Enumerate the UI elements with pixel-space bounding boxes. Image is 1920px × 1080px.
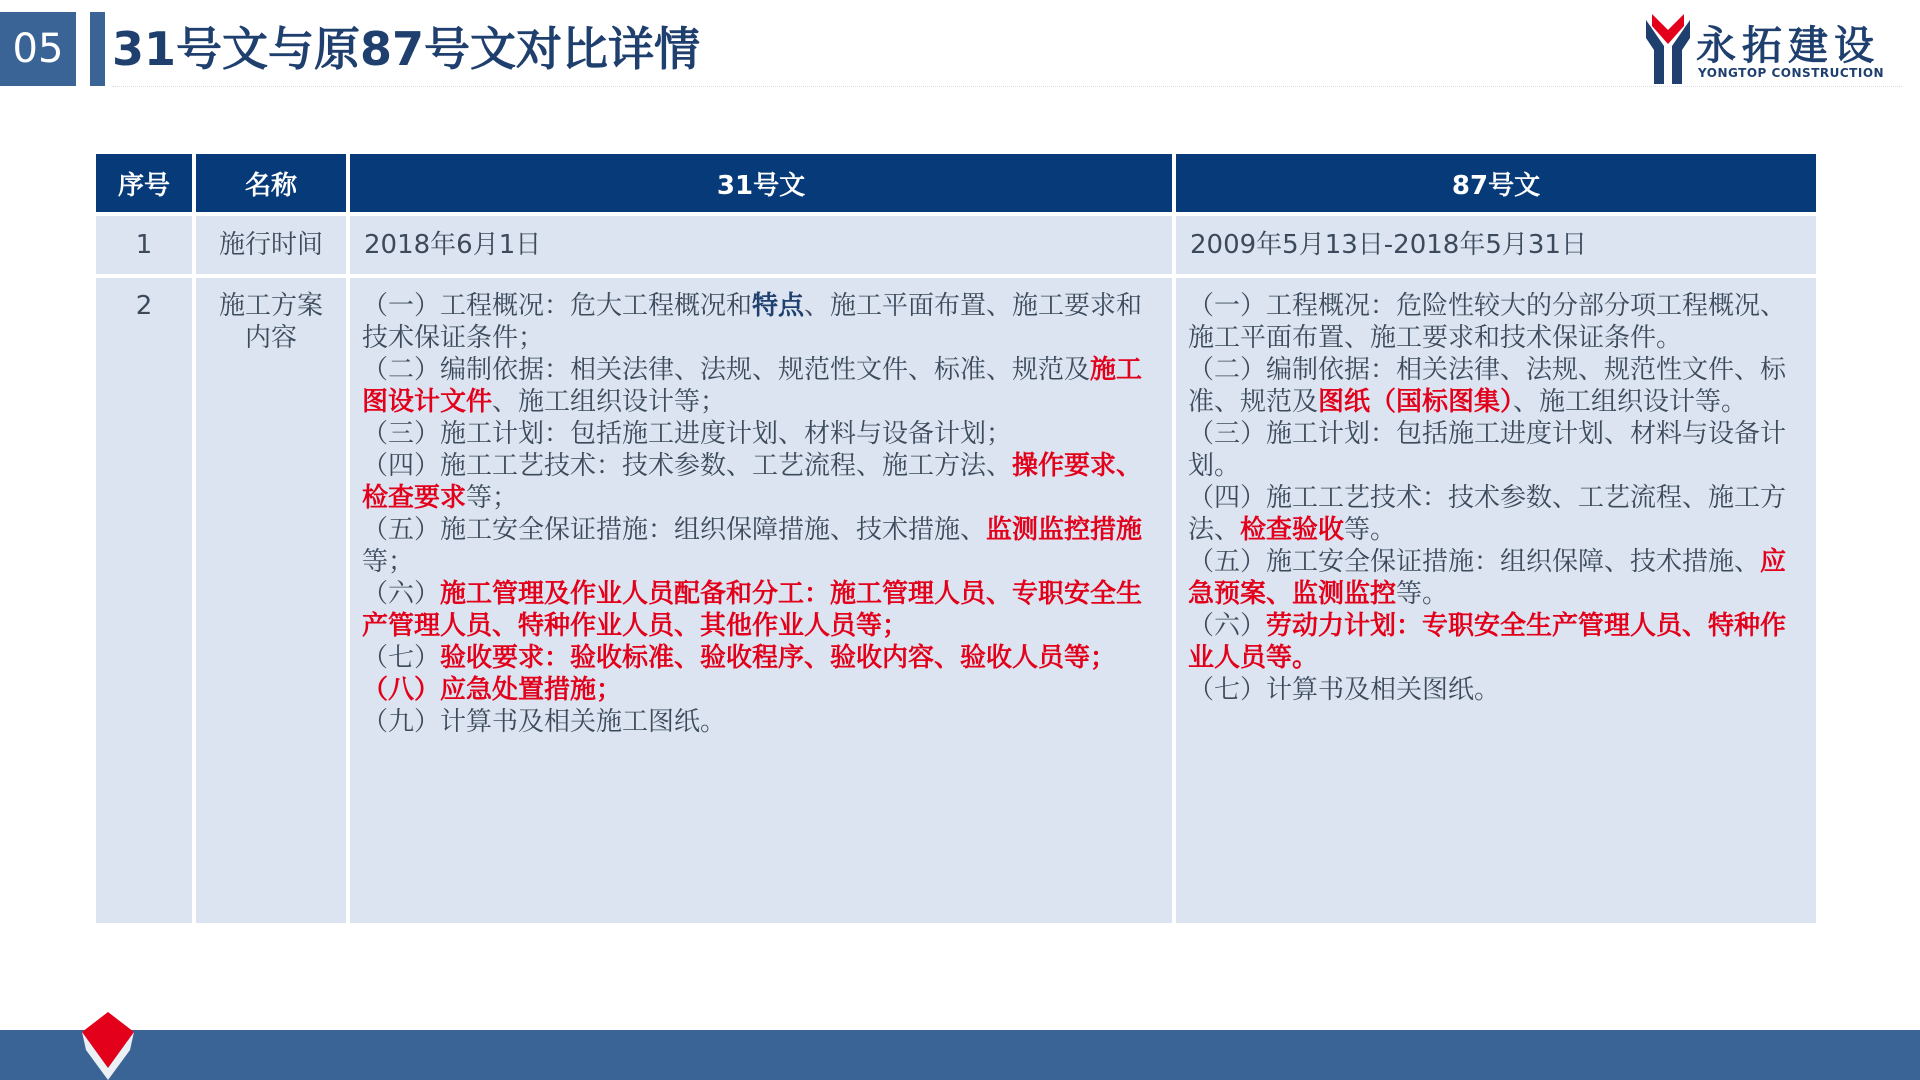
doc87-cell: [1176, 278, 1816, 927]
content-paragraph: [362, 290, 1160, 354]
company-logo: [1640, 8, 1910, 88]
content-paragraph: [1188, 546, 1804, 610]
highlighted-text: 验收要求：验收标准、验收程序、验收内容、验收人员等；: [440, 643, 1117, 673]
content-paragraph: [1188, 354, 1804, 418]
plain-text: （七）: [362, 643, 441, 673]
plain-text: 、施工平面布置、施工要求和技术保证条件；: [362, 291, 1143, 353]
plain-text: （四）施工工艺技术：技术参数、工艺流程、施工方法、: [362, 451, 1013, 481]
plain-text: （九）计算书及相关施工图纸。: [362, 707, 727, 737]
title-accent-bar: [90, 12, 105, 86]
plain-text: （六）: [362, 579, 441, 609]
table-header-row: [96, 154, 1816, 216]
comparison-table: [92, 154, 1820, 927]
plain-text: （六）: [1188, 611, 1267, 641]
content-paragraph: [1188, 610, 1804, 674]
footer-band: [0, 1030, 1920, 1080]
content-paragraph: [1188, 418, 1804, 482]
section-badge: 05: [0, 12, 76, 86]
content-paragraph: [362, 674, 1160, 706]
content-paragraph: [362, 642, 1160, 674]
col-header-name: 名称: [196, 154, 346, 216]
plain-text: （二）编制依据：相关法律、法规、规范性文件、标准、规范及: [362, 355, 1091, 385]
content-paragraph: [1188, 290, 1804, 354]
highlighted-text: 施工管理及作业人员配备和分工：施工管理人员、专职安全生产管理人员、特种作业人员、其他作业人员等；: [362, 579, 1143, 641]
footer-diamond-icon: [80, 1010, 136, 1080]
plain-text: （二）编制依据：相关法律、法规、规范性文件、标准、规范及: [1188, 355, 1787, 417]
doc31-cell: [350, 216, 1172, 278]
plain-text: （七）计算书及相关图纸。: [1188, 675, 1501, 705]
plain-text: 2009年5月13日-2018年5月31日: [1190, 230, 1587, 260]
plain-text: （四）施工工艺技术：技术参数、工艺流程、施工方法、: [1188, 483, 1787, 545]
content-paragraph: [1188, 482, 1804, 546]
content-paragraph: [1188, 674, 1804, 706]
highlighted-text: 检查验收: [1240, 515, 1345, 545]
content-paragraph: [362, 418, 1160, 450]
plain-text: 等。: [1396, 579, 1449, 609]
plain-text: （三）施工计划：包括施工进度计划、材料与设备计划；: [362, 419, 1013, 449]
plain-text: 、施工组织设计等；: [492, 387, 727, 417]
doc87-cell: [1176, 216, 1816, 278]
highlighted-text: （八）应急处置措施；: [362, 675, 623, 705]
content-paragraph: [362, 354, 1160, 418]
plain-text: （一）工程概况：危险性较大的分部分项工程概况、施工平面布置、施工要求和技术保证条件。: [1188, 291, 1787, 353]
table-row: [96, 216, 1816, 278]
highlighted-text: 监测监控措施: [986, 515, 1143, 545]
plain-text: 2018年6月1日: [364, 230, 542, 260]
highlighted-text: 应急预案、监测监控: [1188, 547, 1787, 609]
doc31-cell: [350, 278, 1172, 927]
logo-name-cn: 永拓建设: [1696, 23, 1880, 69]
col-header-no: 序号: [96, 154, 192, 216]
row-name: 施行时间: [196, 216, 346, 278]
highlighted-text: 特点: [752, 291, 805, 321]
logo-name-en: YONGTOP CONSTRUCTION: [1698, 66, 1885, 80]
col-header-doc31: 31号文: [350, 154, 1172, 216]
table-row: [96, 278, 1816, 927]
plain-text: （一）工程概况：危大工程概况和: [362, 291, 753, 321]
content-paragraph: [362, 578, 1160, 642]
row-number: 1: [96, 216, 192, 278]
content-paragraph: [364, 217, 1171, 273]
highlighted-text: 劳动力计划：专职安全生产管理人员、特种作业人员等。: [1188, 611, 1787, 673]
plain-text: 、施工组织设计等。: [1513, 387, 1748, 417]
yongtop-logo-mark-icon: [1644, 12, 1692, 86]
header-divider: [112, 86, 1902, 87]
content-paragraph: [1190, 217, 1815, 273]
content-paragraph: [362, 514, 1160, 578]
plain-text: 等；: [466, 483, 519, 513]
row-name: 施工方案内容: [196, 278, 346, 927]
plain-text: （五）施工安全保证措施：组织保障措施、技术措施、: [362, 515, 987, 545]
plain-text: （五）施工安全保证措施：组织保障、技术措施、: [1188, 547, 1761, 577]
plain-text: 等；: [362, 547, 415, 577]
highlighted-text: 施工图设计文件: [362, 355, 1143, 417]
highlighted-text: 图纸（国标图集）: [1318, 387, 1514, 417]
plain-text: （三）施工计划：包括施工进度计划、材料与设备计划。: [1188, 419, 1787, 481]
highlighted-text: 操作要求、检查要求: [362, 451, 1143, 513]
row-number: 2: [96, 278, 192, 927]
content-paragraph: [362, 706, 1160, 738]
plain-text: 等。: [1344, 515, 1397, 545]
content-paragraph: [362, 450, 1160, 514]
col-header-doc87: 87号文: [1176, 154, 1816, 216]
page-title: 31号文与原87号文对比详情: [112, 22, 701, 76]
